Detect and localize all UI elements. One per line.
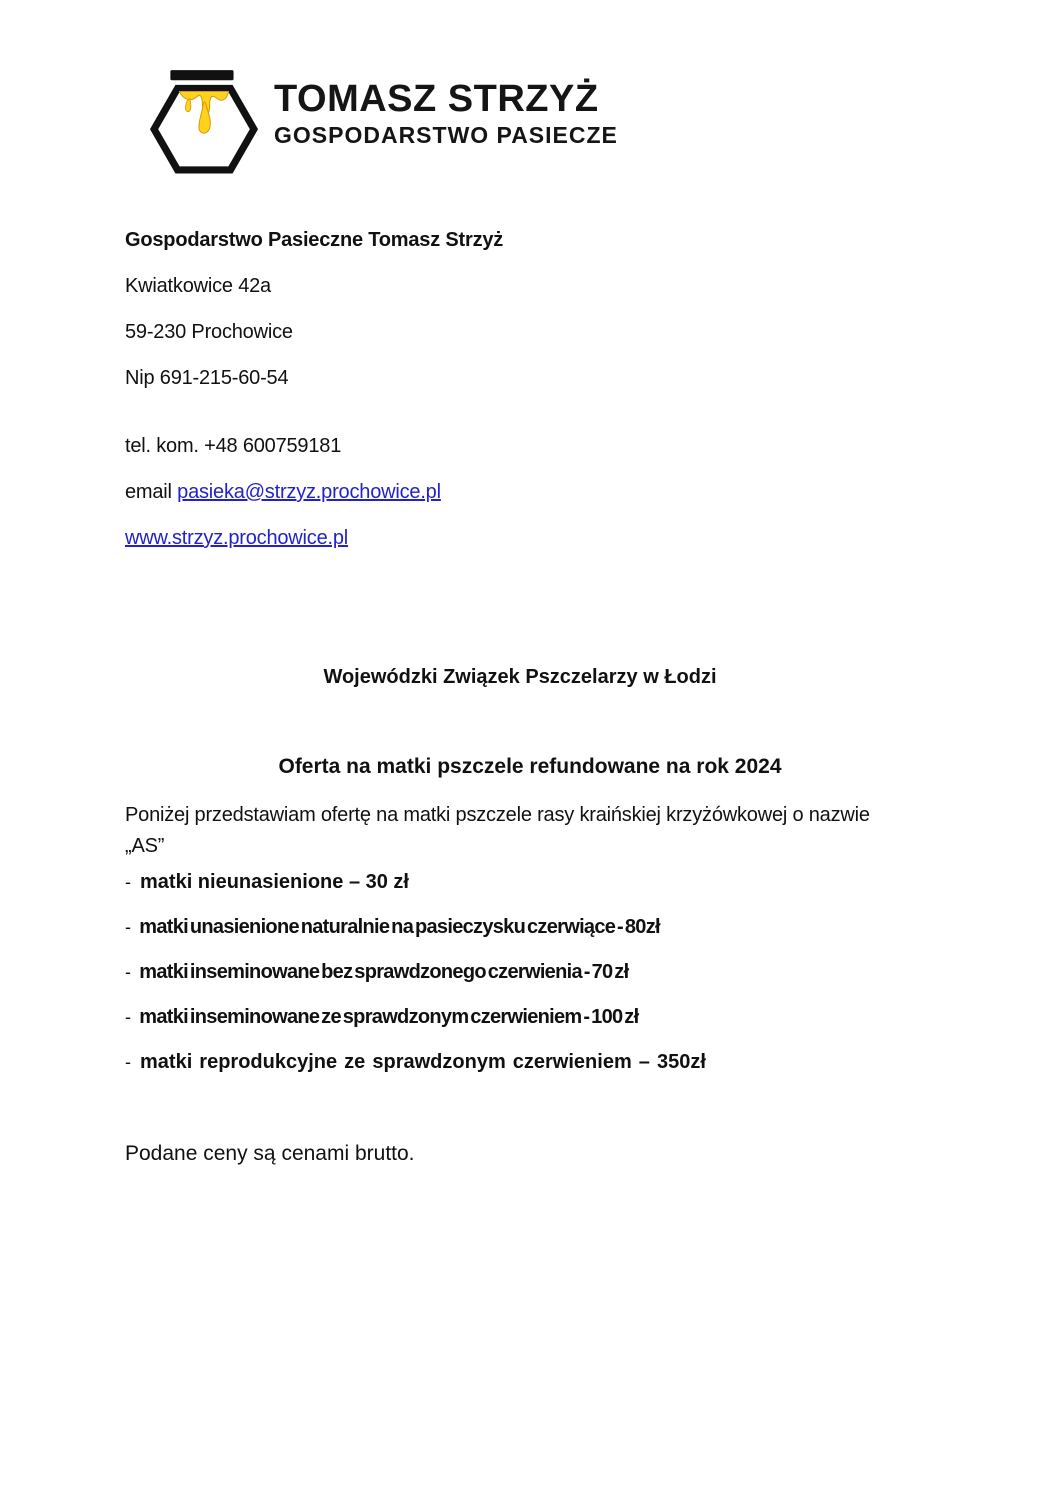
- email-label: email: [125, 481, 178, 503]
- recipient-title: Wojewódzki Związek Pszczelarzy w Łodzi: [323, 666, 717, 688]
- offer-item-4: [125, 1004, 706, 1030]
- logo-company-name: TOMASZ STRZYŻ: [274, 78, 599, 120]
- logo-company-subtitle: GOSPODARSTWO PASIECZE: [274, 122, 618, 148]
- email-link[interactable]: pasieka@strzyz.prochowice.pl: [177, 481, 441, 503]
- honeycomb-honey-drip-icon: [150, 66, 258, 174]
- offer-item-5: [125, 1049, 706, 1075]
- offer-item-3: [125, 959, 706, 985]
- sender-website-line: [125, 525, 503, 551]
- sender-block: [125, 227, 503, 551]
- offer-price-list: [125, 869, 706, 1094]
- offer-item-text: matki nieunasienione – 30 zł: [140, 871, 409, 893]
- bullet-dash: -: [125, 962, 131, 982]
- offer-item-2: [125, 914, 706, 940]
- sender-phone: tel. kom. +48 600759181: [125, 435, 342, 457]
- offer-title: Oferta na matki pszczele refundowane na rok 2024: [278, 755, 782, 778]
- offer-item-1: [125, 869, 706, 895]
- sender-tax-id: Nip 691-215-60-54: [125, 367, 289, 389]
- offer-item-text: matki inseminowane bez sprawdzonego czerwienia - 70 zł: [139, 961, 629, 983]
- offer-intro: [125, 800, 945, 862]
- company-logo: [150, 66, 618, 174]
- offer-item-text: matki inseminowane ze sprawdzonym czerwieniem - 100 zł: [139, 1006, 639, 1028]
- bullet-dash: -: [125, 1052, 131, 1072]
- bullet-dash: -: [125, 1007, 131, 1027]
- price-note: Podane ceny są cenami brutto.: [125, 1142, 415, 1165]
- bullet-dash: -: [125, 917, 131, 937]
- sender-city: 59-230 Prochowice: [125, 321, 293, 343]
- offer-item-text: matki reprodukcyjne ze sprawdzonym czerwieniem – 350zł: [140, 1051, 706, 1073]
- website-link[interactable]: www.strzyz.prochowice.pl: [125, 527, 349, 549]
- bullet-dash: -: [125, 872, 131, 892]
- offer-intro-line1: Poniżej przedstawiam ofertę na matki pszczele rasy kraińskiej krzyżówkowej o nazwie: [125, 804, 870, 826]
- sender-email-line: [125, 479, 503, 505]
- offer-item-text: matki unasienione naturalnie na pasieczysku czerwiące - 80zł: [139, 916, 660, 938]
- offer-intro-line2: „AS”: [125, 835, 165, 857]
- logo-text: [274, 80, 618, 147]
- sender-street: Kwiatkowice 42a: [125, 275, 271, 297]
- sender-company-name: Gospodarstwo Pasieczne Tomasz Strzyż: [125, 229, 504, 251]
